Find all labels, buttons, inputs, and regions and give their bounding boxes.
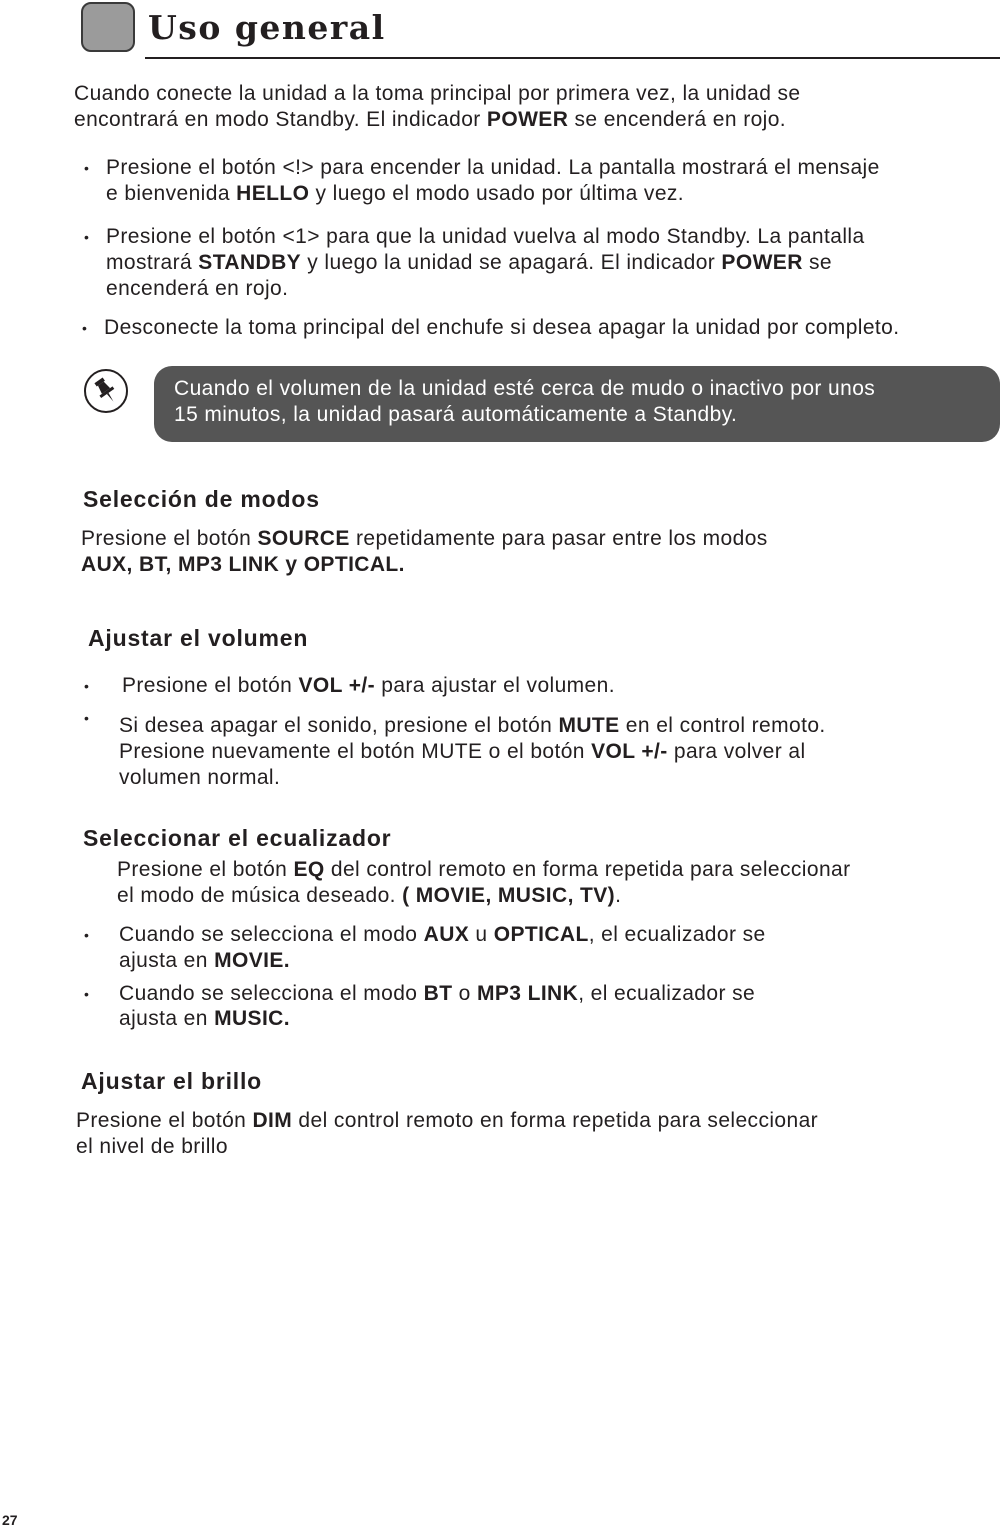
note-line-2: 15 minutos, la unidad pasará automáticamente a Standby. xyxy=(174,403,738,426)
eq-line-2: el modo de música deseado. ( MOVIE, MUSIC, TV). xyxy=(117,884,622,907)
section-heading-modes: Selección de modos xyxy=(83,486,320,512)
bullet-dot: • xyxy=(84,986,89,1002)
volume-bullet-2-line-2: Presione nuevamente el botón MUTE o el botón VOL +/- para volver al xyxy=(119,740,806,763)
section-heading-volume: Ajustar el volumen xyxy=(88,625,309,651)
eq-line-1: Presione el botón EQ del control remoto en forma repetida para seleccionar xyxy=(117,858,851,881)
bullet-dot: • xyxy=(84,229,89,245)
power-bullet-1-line-1: Presione el botón <!> para encender la unidad. La pantalla mostrará el mensaje xyxy=(106,156,880,179)
note-callout xyxy=(154,366,1000,442)
eq-bullet-2-line-1: Cuando se selecciona el modo BT o MP3 LINK, el ecualizador se xyxy=(119,982,756,1005)
bullet-dot: • xyxy=(82,320,87,336)
volume-bullet-1: Presione el botón VOL +/- para ajustar el volumen. xyxy=(122,674,615,697)
power-bullet-2-line-1: Presione el botón <1> para que la unidad vuelva al modo Standby. La pantalla xyxy=(106,225,865,248)
section-heading-brightness: Ajustar el brillo xyxy=(81,1068,263,1094)
section-heading-eq: Seleccionar el ecualizador xyxy=(83,825,392,851)
bullet-dot: • xyxy=(84,710,89,726)
modes-line-1: Presione el botón SOURCE repetidamente para pasar entre los modos xyxy=(81,527,768,550)
bullet-dot: • xyxy=(84,160,89,176)
volume-bullet-2-line-3: volumen normal. xyxy=(119,766,281,789)
intro-line-2: encontrará en modo Standby. El indicador POWER se encenderá en rojo. xyxy=(74,108,787,131)
modes-line-2: AUX, BT, MP3 LINK y OPTICAL. xyxy=(81,553,405,576)
volume-bullet-2-line-1: Si desea apagar el sonido, presione el botón MUTE en el control remoto. xyxy=(119,714,826,737)
eq-bullet-1-line-1: Cuando se selecciona el modo AUX u OPTICAL, el ecualizador se xyxy=(119,923,766,946)
bullet-dot: • xyxy=(84,927,89,943)
title-divider xyxy=(145,57,1000,59)
power-bullet-2-line-3: encenderá en rojo. xyxy=(106,277,289,300)
header-tab-marker xyxy=(81,2,135,52)
note-line-1: Cuando el volumen de la unidad esté cerca de mudo o inactivo por unos xyxy=(174,377,876,400)
power-bullet-2-line-2: mostrará STANDBY y luego la unidad se apagará. El indicador POWER se xyxy=(106,251,832,274)
eq-bullet-1-line-2: ajusta en MOVIE. xyxy=(119,949,290,972)
intro-line-1: Cuando conecte la unidad a la toma principal por primera vez, la unidad se xyxy=(74,82,801,105)
bullet-dot: • xyxy=(84,678,89,694)
brightness-line-1: Presione el botón DIM del control remoto en forma repetida para seleccionar xyxy=(76,1109,819,1132)
eq-bullet-2-line-2: ajusta en MUSIC. xyxy=(119,1007,290,1030)
brightness-line-2: el nivel de brillo xyxy=(76,1135,228,1158)
power-bullet-1-line-2: e bienvenida HELLO y luego el modo usado por última vez. xyxy=(106,182,685,205)
power-bullet-3-line-1: Desconecte la toma principal del enchufe si desea apagar la unidad por completo. xyxy=(104,316,900,339)
page-title: Uso general xyxy=(148,8,386,47)
pushpin-icon xyxy=(84,369,128,413)
page-number: 27 xyxy=(2,1512,18,1528)
